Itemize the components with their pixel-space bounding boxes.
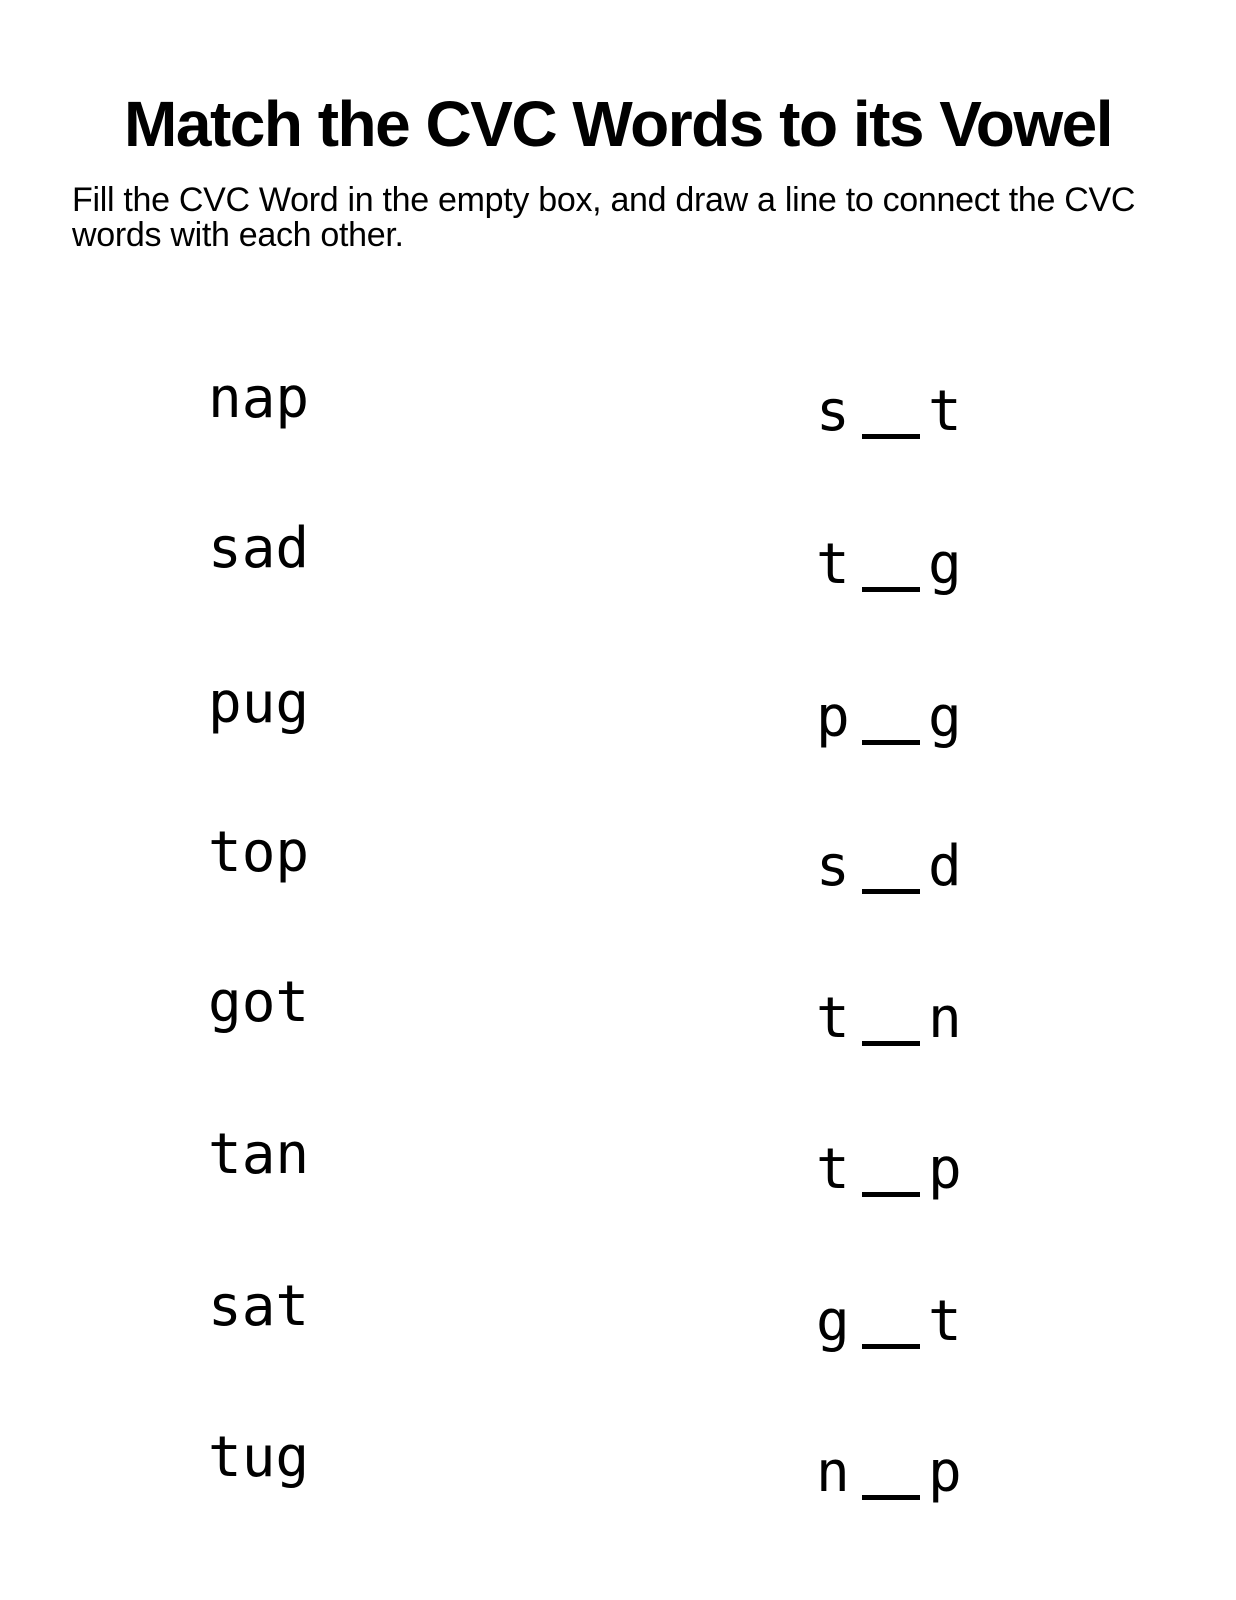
last-letter: g [928,685,962,750]
cvc-word-left[interactable]: nap [208,366,310,431]
first-letter: g [816,1289,850,1354]
vowel-blank[interactable] [862,587,920,592]
cvc-word-left[interactable]: sad [208,516,310,581]
cvc-blank-word[interactable] [816,380,986,444]
vowel-blank[interactable] [862,1495,920,1500]
vowel-blank[interactable] [862,1041,920,1046]
vowel-blank[interactable] [862,1344,920,1349]
cvc-blank-word[interactable] [816,1138,986,1202]
cvc-blank-word[interactable] [816,686,986,750]
vowel-blank[interactable] [862,434,920,439]
first-letter: t [816,986,850,1051]
first-letter: t [816,1137,850,1202]
cvc-blank-word[interactable] [816,533,986,597]
worksheet-title: Match the CVC Words to its Vowel [124,88,1112,160]
cvc-blank-word[interactable] [816,987,986,1051]
first-letter: n [816,1440,850,1505]
vowel-blank[interactable] [862,889,920,894]
last-letter: p [928,1440,962,1505]
last-letter: t [928,379,962,444]
cvc-word-left[interactable]: pug [208,671,310,736]
cvc-word-left[interactable]: tan [208,1122,310,1187]
cvc-blank-word[interactable] [816,835,986,899]
first-letter: s [816,834,850,899]
cvc-word-left[interactable]: sat [208,1274,310,1339]
last-letter: t [928,1289,962,1354]
cvc-blank-word[interactable] [816,1441,986,1505]
last-letter: p [928,1137,962,1202]
first-letter: t [816,532,850,597]
vowel-blank[interactable] [862,1192,920,1197]
last-letter: d [928,834,962,899]
cvc-word-left[interactable]: tug [208,1425,310,1490]
first-letter: p [816,685,850,750]
worksheet-instructions: Fill the CVC Word in the empty box, and draw a line to connect the CVC words with each other. [72,181,1136,254]
vowel-blank[interactable] [862,740,920,745]
cvc-word-left[interactable]: got [208,970,310,1035]
cvc-word-left[interactable]: top [208,820,310,885]
cvc-blank-word[interactable] [816,1290,986,1354]
first-letter: s [816,379,850,444]
last-letter: n [928,986,962,1051]
last-letter: g [928,532,962,597]
